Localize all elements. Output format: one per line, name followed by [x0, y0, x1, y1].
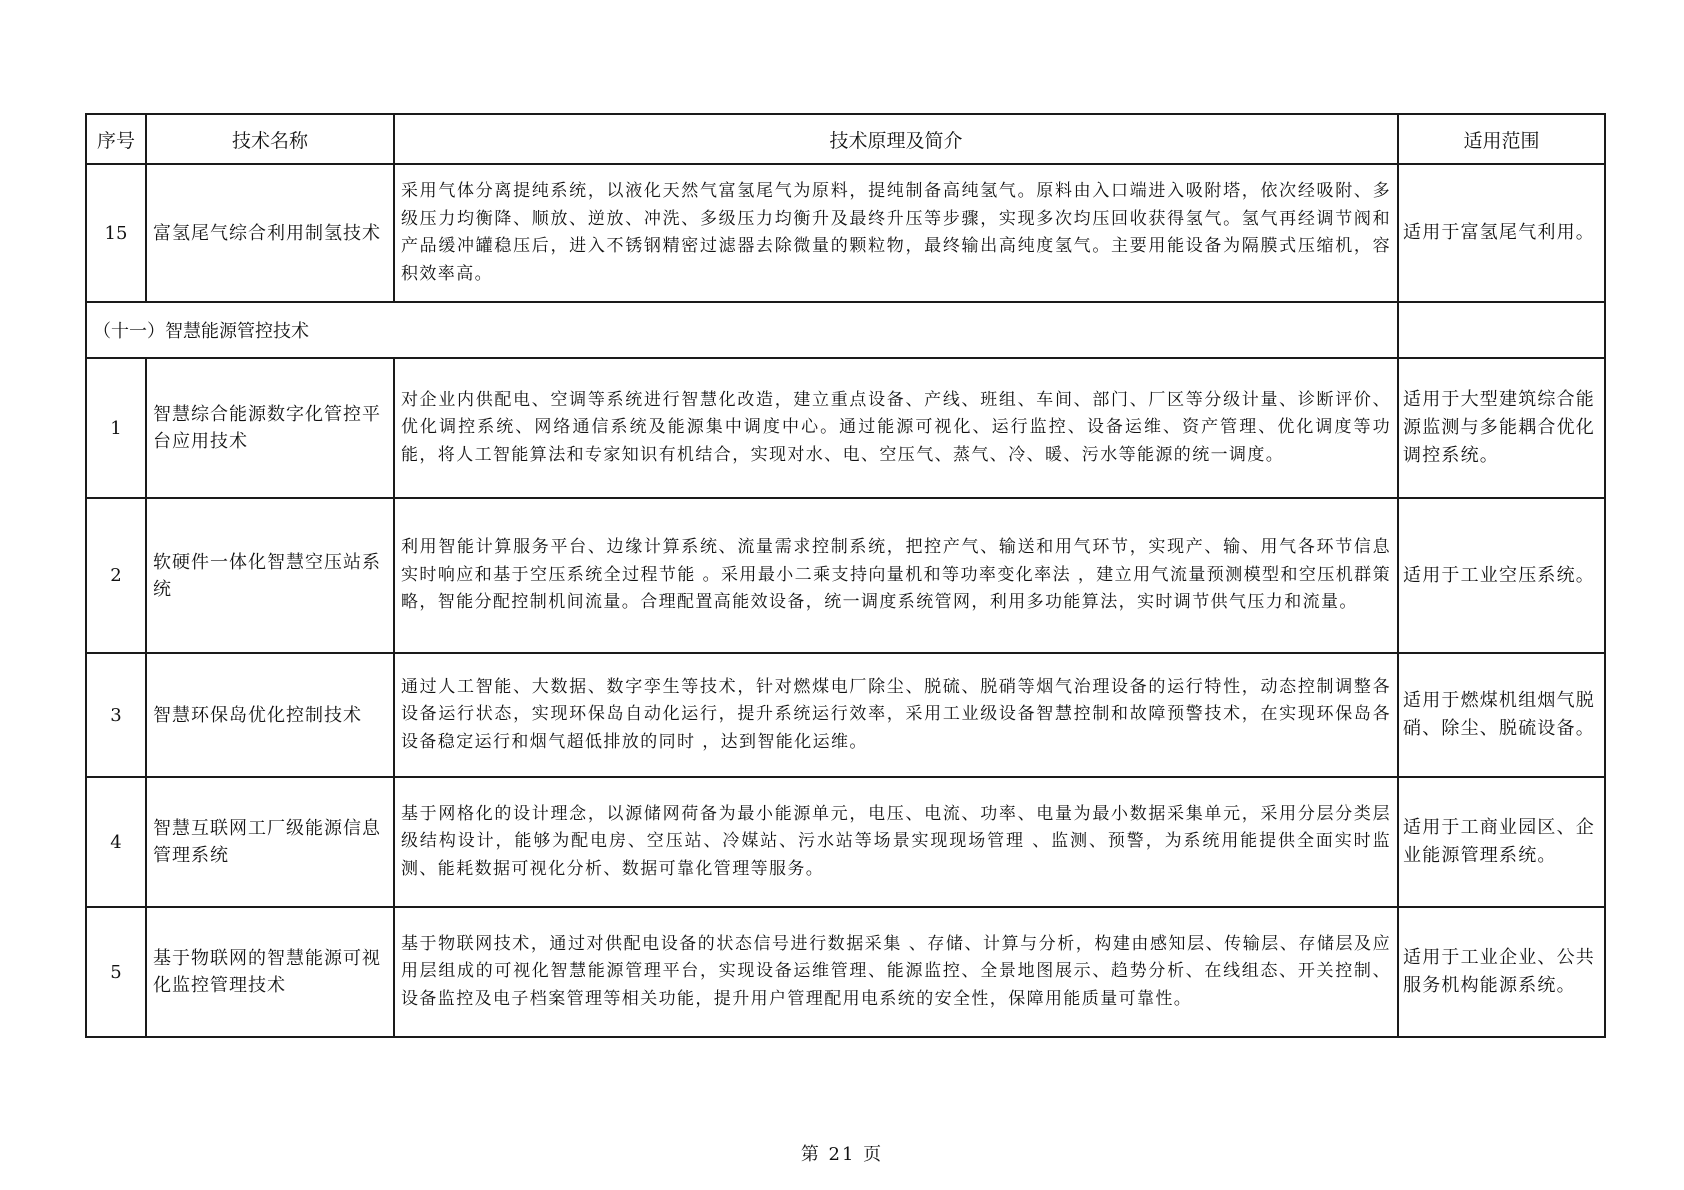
row-scope: 适用于大型建筑综合能源监测与多能耦合优化调控系统。 [1398, 358, 1605, 498]
row-description: 基于网格化的设计理念，以源储网荷备为最小能源单元，电压、电流、功率、电量为最小数据采集单元，采用分层分类层级结构设计，能够为配电房、空压站、冷媒站、污水站等场景实现现场管理 、监测、预警，为系统用能提供全面实时监测、能耗数据可视化分析、数据可靠化管理等服务。 [394, 777, 1398, 907]
row-scope: 适用于燃煤机组烟气脱硝、除尘、脱硫设备。 [1398, 653, 1605, 777]
row-name: 富氢尾气综合利用制氢技术 [146, 164, 394, 302]
section-empty-cell [1398, 302, 1605, 358]
table-header-row [86, 114, 1605, 164]
row-name: 智慧环保岛优化控制技术 [146, 653, 394, 777]
page-number: 第 21 页 [800, 1144, 884, 1165]
section-row [86, 302, 1605, 358]
row-description: 基于物联网技术，通过对供配电设备的状态信号进行数据采集 、存储、计算与分析，构建由感知层、传输层、存储层及应用层组成的可视化智慧能源管理平台，实现设备运维管理、能源监控、全景地图展示、趋势分析、在线组态、开关控制、设备监控及电子档案管理等相关功能，提升用户管理配用电系统的安全性，保障用能质量可靠性。 [394, 907, 1398, 1037]
row-no: 5 [86, 907, 146, 1037]
row-name: 智慧综合能源数字化管控平台应用技术 [146, 358, 394, 498]
table-row [86, 498, 1605, 653]
section-title: （十一）智慧能源管控技术 [86, 302, 1398, 358]
row-no: 2 [86, 498, 146, 653]
table-row [86, 777, 1605, 907]
row-name: 软硬件一体化智慧空压站系统 [146, 498, 394, 653]
row-scope: 适用于工商业园区、企业能源管理系统。 [1398, 777, 1605, 907]
row-no: 1 [86, 358, 146, 498]
header-name: 技术名称 [146, 114, 394, 164]
table-row [86, 653, 1605, 777]
row-description: 对企业内供配电、空调等系统进行智慧化改造，建立重点设备、产线、班组、车间、部门、厂区等分级计量、诊断评价、优化调控系统、网络通信系统及能源集中调度中心。通过能源可视化、运行监控、设备运维、资产管理、优化调度等功能，将人工智能算法和专家知识有机结合，实现对水、电、空压气、蒸气、冷、暖、污水等能源的统一调度。 [394, 358, 1398, 498]
row-no: 4 [86, 777, 146, 907]
header-scope: 适用范围 [1398, 114, 1605, 164]
row-description: 采用气体分离提纯系统，以液化天然气富氢尾气为原料，提纯制备高纯氢气。原料由入口端进入吸附塔，依次经吸附、多级压力均衡降、顺放、逆放、冲洗、多级压力均衡升及最终升压等步骤，实现多次均压回收获得氢气。氢气再经调节阀和产品缓冲罐稳压后，进入不锈钢精密过滤器去除微量的颗粒物，最终输出高纯度氢气。主要用能设备为隔膜式压缩机，容积效率高。 [394, 164, 1398, 302]
technology-table [85, 113, 1606, 1038]
header-description: 技术原理及简介 [394, 114, 1398, 164]
table-row [86, 907, 1605, 1037]
row-scope: 适用于富氢尾气利用。 [1398, 164, 1605, 302]
header-no: 序号 [86, 114, 146, 164]
row-description: 利用智能计算服务平台、边缘计算系统、流量需求控制系统，把控产气、输送和用气环节，实现产、输、用气各环节信息实时响应和基于空压系统全过程节能 。采用最小二乘支持向量机和等功率变化率法 ，建立用气流量预测模型和空压机群策略，智能分配控制机间流量。合理配置高能效设备，统一调度系统管网，利用多功能算法，实时调节供气压力和流量。 [394, 498, 1398, 653]
row-scope: 适用于工业空压系统。 [1398, 498, 1605, 653]
table-row [86, 358, 1605, 498]
row-no: 15 [86, 164, 146, 302]
row-no: 3 [86, 653, 146, 777]
row-name: 基于物联网的智慧能源可视化监控管理技术 [146, 907, 394, 1037]
row-description: 通过人工智能、大数据、数字孪生等技术，针对燃煤电厂除尘、脱硫、脱硝等烟气治理设备的运行特性，动态控制调整各设备运行状态，实现环保岛自动化运行，提升系统运行效率，采用工业级设备智慧控制和故障预警技术，在实现环保岛各设备稳定运行和烟气超低排放的同时 ，达到智能化运维。 [394, 653, 1398, 777]
row-scope: 适用于工业企业、公共服务机构能源系统。 [1398, 907, 1605, 1037]
row-name: 智慧互联网工厂级能源信息管理系统 [146, 777, 394, 907]
table-row [86, 164, 1605, 302]
